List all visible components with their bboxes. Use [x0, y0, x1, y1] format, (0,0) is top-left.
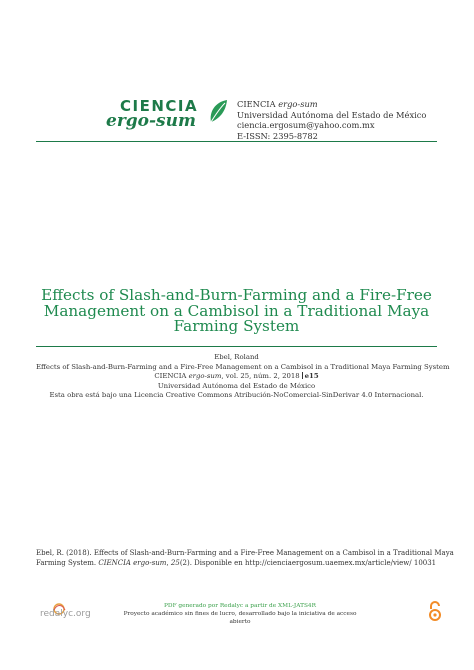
article-code: e15: [304, 372, 319, 381]
journal-name-plain: CIENCIA: [237, 99, 276, 109]
redalyc-logo[interactable]: [38, 600, 98, 620]
article-author: Ebel, Roland: [214, 353, 259, 361]
citation-url[interactable]: (2). Disponible en http://cienciaergosum.uaemex.mx/article/view/ 10031: [179, 558, 437, 567]
license-text[interactable]: Esta obra está bajo una Licencia Creative Commons Atribución-NoComercial-SinDerivar 4.0 Internacional.: [49, 391, 424, 400]
university-name: Universidad Autónoma del Estado de México: [237, 109, 427, 120]
generated-note: PDF generado por Redalyc a partir de XML-JATS4R: [164, 603, 316, 609]
article-title-small: Effects of Slash-and-Burn-Farming and a Fire-Free Management on a Cambisol in a Traditional Maya Farming System: [36, 362, 450, 371]
journal-name-italic: ergo-sum: [278, 99, 318, 109]
logo-text-top: CIENCIA: [120, 97, 199, 115]
citation-sep: ,: [166, 558, 171, 567]
journal-info: [237, 99, 426, 141]
article-journal-volume: [36, 372, 437, 382]
article-university: Universidad Autónoma del Estado de México: [157, 381, 316, 390]
journal-italic: ergo-sum: [188, 372, 222, 381]
redalyc-logo-text: redalyc.org: [40, 609, 91, 619]
citation-line-2: [36, 559, 456, 569]
journal-logo: [103, 96, 229, 136]
open-access-icon: [428, 600, 442, 622]
citation-journal: CIENCIA ergo-sum: [98, 558, 167, 567]
citation: [36, 549, 456, 569]
journal-email[interactable]: ciencia.ergosum@yahoo.com.mx: [237, 120, 375, 131]
citation-text: Farming System.: [36, 558, 99, 567]
article-metadata: [36, 353, 450, 401]
footer: [120, 602, 360, 626]
header-divider: [36, 141, 437, 142]
citation-line-1: Ebel, R. (2018). Effects of Slash-and-Burn-Farming and a Fire-Free Management on a Cambisol in a Traditional Maya: [36, 549, 454, 557]
journal-issn: E-ISSN: 2395-8782: [237, 130, 318, 141]
logo-text-bottom: ergo-sum: [106, 111, 196, 131]
citation-volume: 25: [170, 558, 180, 567]
journal-name: [237, 99, 426, 110]
article-title: Effects of Slash-and-Burn-Farming and a Fire-Free Management on a Cambisol in a Traditional Maya Farming System: [41, 286, 432, 336]
project-note: Proyecto académico sin fines de lucro, desarrollado bajo la iniciativa de acceso abierto: [123, 611, 357, 625]
volume-info: , vol. 25, núm. 2, 2018: [221, 372, 300, 381]
leaf-icon: [207, 98, 229, 124]
journal-plain: CIENCIA: [154, 372, 187, 381]
title-divider: [36, 346, 437, 347]
separator-bar: [302, 372, 303, 379]
